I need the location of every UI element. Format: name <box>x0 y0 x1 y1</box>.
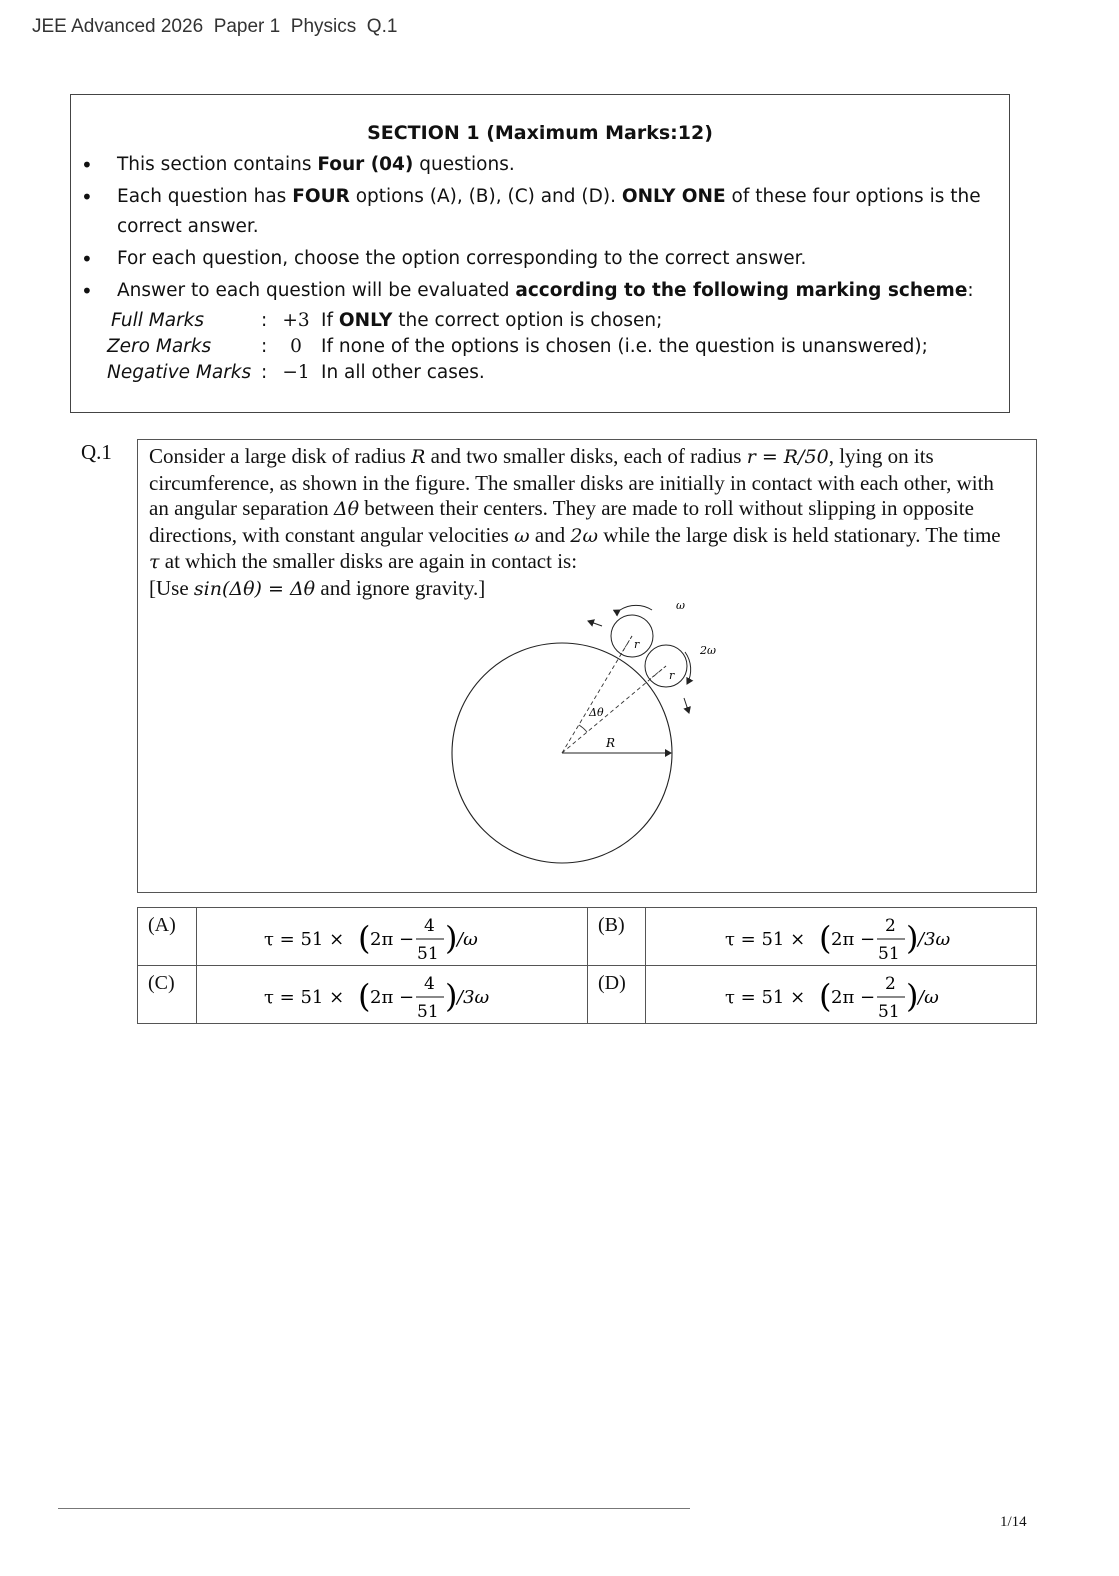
option-c[interactable] <box>197 966 588 1024</box>
fraction-num: 2 <box>885 973 897 994</box>
question-text-run: , lying on its circumference, as shown in the figure. The smaller disks are initially in contact with each other, with an angular separation <box>149 444 994 520</box>
option-formula <box>262 909 522 965</box>
question-text-run: at which the smaller disks are again in contact is: <box>159 549 578 573</box>
formula-tail: /3ω <box>918 928 951 950</box>
motion-arrow-1 <box>588 621 602 626</box>
formula-two-pi: 2π − <box>370 928 415 950</box>
marking-desc <box>321 308 662 334</box>
question-text-run: while the large disk is held stationary. The time <box>598 522 1001 547</box>
question-text-run: between their centers. They are made to roll without slipping in opposite directions, with constant angular velocities <box>149 496 974 547</box>
marking-value: 0 <box>290 336 302 357</box>
formula-lhs: τ = 51 × <box>725 986 806 1008</box>
paren-close: ) <box>445 918 458 957</box>
marking-colon: : <box>261 336 268 357</box>
fraction-num: 4 <box>424 973 436 994</box>
label-r1: r <box>634 638 640 651</box>
instruction-text: questions. <box>413 154 515 175</box>
question-text <box>149 444 1009 602</box>
option-label: (B) <box>588 908 646 966</box>
paren-open: ( <box>819 976 832 1015</box>
fraction-num: 4 <box>424 915 436 936</box>
question-hint: [Use <box>149 575 194 600</box>
paren-open: ( <box>819 918 832 957</box>
options-row <box>138 966 1037 1024</box>
instruction-text: Each question has <box>117 186 293 207</box>
marking-value: +3 <box>282 310 310 331</box>
instruction-list <box>81 150 999 306</box>
section-instructions-box <box>70 94 1010 413</box>
instruction-text: This section contains <box>117 154 318 175</box>
formula-two-pi: 2π − <box>831 986 876 1008</box>
question-number: Q.1 <box>81 440 112 464</box>
motion-arrow-2 <box>684 698 689 713</box>
formula-lhs: τ = 51 × <box>264 986 345 1008</box>
option-formula <box>711 967 971 1023</box>
question-text-run: and two smaller disks, each of radius <box>425 444 747 468</box>
formula-two-pi: 2π − <box>831 928 876 950</box>
question-text-run: and <box>529 522 571 547</box>
option-formula <box>262 967 522 1023</box>
instruction-text: options (A), (B), (C) and (D). <box>349 186 622 207</box>
math-var: R <box>411 446 426 468</box>
rotation-arrow-omega <box>620 605 652 610</box>
marking-desc: In all other cases. <box>321 362 485 383</box>
instruction-text: Answer to each question will be evaluated <box>117 280 516 301</box>
formula-two-pi: 2π − <box>370 986 415 1008</box>
paren-open: ( <box>358 976 371 1015</box>
formula-lhs: τ = 51 × <box>725 928 806 950</box>
fraction-den: 51 <box>417 943 439 964</box>
label-r2: r <box>669 669 675 682</box>
instruction-item <box>81 150 999 180</box>
instruction-bold: Four (04) <box>317 154 414 175</box>
marking-name: Negative Marks <box>107 362 252 383</box>
label-omega: ω <box>676 599 685 612</box>
marking-name: Zero Marks <box>107 336 212 357</box>
small-radius-2 <box>650 666 666 679</box>
paren-close: ) <box>906 976 919 1015</box>
page-number: 1/14 <box>1000 1514 1027 1530</box>
fraction-den: 51 <box>878 1001 900 1022</box>
math-var: τ <box>149 551 160 573</box>
label-R: R <box>606 736 616 750</box>
marking-desc-text: If <box>321 310 339 331</box>
formula-tail: /ω <box>457 928 478 950</box>
formula-tail: /3ω <box>457 986 490 1008</box>
marking-name: Full Marks <box>111 310 205 331</box>
instruction-text: For each question, choose the option corresponding to the correct answer. <box>117 248 807 269</box>
option-label: (A) <box>138 908 197 966</box>
options-row <box>138 908 1037 966</box>
question-hint: and ignore gravity.] <box>315 575 486 600</box>
fraction-den: 51 <box>417 1001 439 1022</box>
option-formula <box>711 909 971 965</box>
formula-lhs: τ = 51 × <box>264 928 345 950</box>
paren-close: ) <box>445 976 458 1015</box>
formula-tail: /ω <box>918 986 939 1008</box>
math-var: ω <box>514 524 530 547</box>
math-expr: r = R/50 <box>746 446 829 468</box>
math-expr: sin(Δθ) = Δθ <box>193 577 316 600</box>
instruction-bold: according to the following marking scheme <box>515 280 968 301</box>
instruction-text: of these four options is the correct answer. <box>117 186 981 237</box>
math-var: Δθ <box>333 498 360 520</box>
marking-value: −1 <box>282 362 310 383</box>
footer-rule <box>58 1508 690 1509</box>
instruction-bold: ONLY ONE <box>621 186 726 207</box>
option-label: (C) <box>138 966 197 1024</box>
instruction-bold: FOUR <box>292 186 350 207</box>
page-header: JEE Advanced 2026 Paper 1 Physics Q.1 <box>32 16 398 37</box>
paren-open: ( <box>358 918 371 957</box>
question-text-run: Consider a large disk of radius <box>149 444 412 468</box>
marking-desc-bold: ONLY <box>338 310 393 331</box>
fraction-num: 2 <box>885 915 897 936</box>
label-dtheta: Δθ <box>589 706 604 719</box>
marking-desc-text: the correct option is chosen; <box>392 310 663 331</box>
instruction-item <box>81 182 999 242</box>
math-var: 2ω <box>570 524 598 547</box>
fraction-den: 51 <box>878 943 900 964</box>
instruction-text: : <box>967 280 974 301</box>
option-a[interactable] <box>197 908 588 966</box>
option-d[interactable] <box>646 966 1037 1024</box>
options-table <box>137 907 1037 1024</box>
rotation-arrow-2omega <box>685 652 691 684</box>
option-label: (D) <box>588 966 646 1024</box>
instruction-item <box>81 244 999 274</box>
section-title: SECTION 1 (Maximum Marks:12) <box>367 122 713 144</box>
label-2omega: 2ω <box>700 644 716 657</box>
marking-colon: : <box>261 362 268 383</box>
paren-close: ) <box>906 918 919 957</box>
option-b[interactable] <box>646 908 1037 966</box>
instruction-item <box>81 276 999 306</box>
disk-figure <box>440 592 740 882</box>
angle-arc <box>579 725 587 732</box>
marking-desc: If none of the options is chosen (i.e. the question is unanswered); <box>321 336 928 357</box>
marking-colon: : <box>261 310 268 331</box>
